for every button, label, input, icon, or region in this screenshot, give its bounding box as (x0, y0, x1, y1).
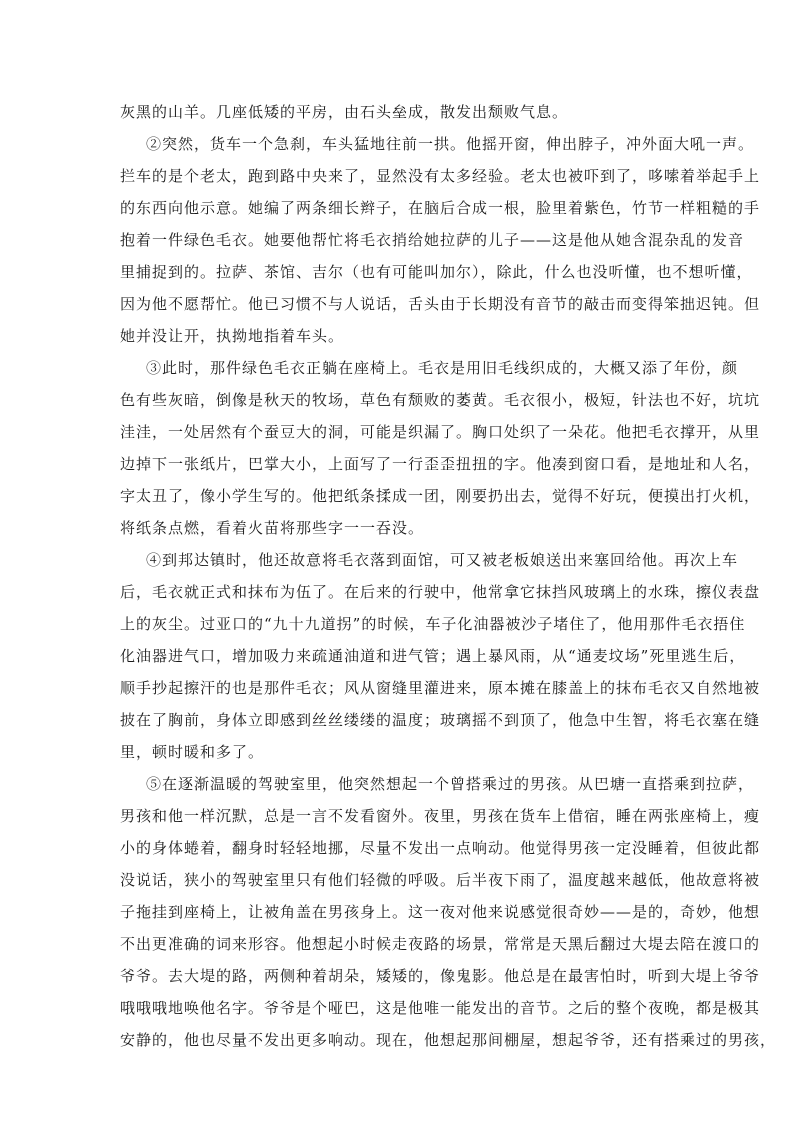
text-line: 色有些灰暗，倒像是秋天的牧场，草色有颓败的萎黄。毛衣很小，极短，针法也不好，坑坑 (120, 391, 761, 409)
text-line: 她并没让开，执拗地指着车头。 (120, 327, 345, 345)
text-line: 没说话，狭小的驾驶室里只有他们轻微的呼吸。后半夜下雨了，温度越来越低，他故意将被 (120, 871, 761, 889)
paragraph-p5 (120, 768, 777, 1056)
article-body (120, 96, 777, 1056)
text-line: 顺手抄起擦汗的也是那件毛衣；风从窗缝里灌进来，原本摊在膝盖上的抹布毛衣又自然地被 (120, 679, 761, 697)
paragraph-p4 (120, 544, 761, 768)
text-line: 上的灰尘。过亚口的“九十九道拐”的时候，车子化油器被沙子堵住了，他用那件毛衣捂住 (120, 615, 746, 633)
text-line: 里捕捉到的。拉萨、茶馆、吉尔（也有可能叫加尔），除此，什么也没听懂，也不想听懂， (120, 263, 753, 281)
text-line: 不出更准确的词来形容。他想起小时候走夜路的场景，常常是天黑后翻过大堤去陪在渡口的 (120, 935, 761, 953)
text-line: 后，毛衣就正式和抹布为伍了。在后来的行驶中，他常拿它抹挡风玻璃上的水珠，擦仪表盘 (120, 583, 761, 601)
text-line: 洼洼，一处居然有个蚕豆大的洞，可能是织漏了。胸口处织了一朵花。他把毛衣撑开，从里 (120, 423, 761, 441)
text-line: 边掉下一张纸片，巴掌大小，上面写了一行歪歪扭扭的字。他凑到窗口看，是地址和人名， (120, 455, 761, 473)
paragraph-p0 (120, 96, 676, 128)
text-line: 的东西向他示意。她编了两条细长辫子，在脑后合成一根，脸里着紫色，竹节一样粗糙的手 (120, 199, 761, 217)
text-line: 披在了胸前，身体立即感到丝丝缕缕的温度；玻璃摇不到顶了，他急中生智，将毛衣塞在缝 (120, 711, 761, 729)
paragraph-p2 (120, 128, 761, 352)
text-line: 灰黑的山羊。几座低矮的平房，由石头垒成，散发出颓败气息。 (120, 103, 569, 121)
text-line: 哦哦哦地唤他名字。爷爷是个哑巴，这是他唯一能发出的音节。之后的整个夜晚，都是极其 (120, 999, 761, 1017)
text-line: 男孩和他一样沉默，总是一言不发看窗外。夜里，男孩在货车上借宿，睡在两张座椅上，瘦 (120, 807, 761, 825)
paragraph-p3 (120, 352, 761, 544)
text-line: 小的身体蜷着，翻身时轻轻地挪，尽量不发出一点响动。他觉得男孩一定没睡着，但彼此都 (120, 839, 761, 857)
text-line: ④到邦达镇时，他还故意将毛衣落到面馆，可又被老板娘送出来塞回给他。再次上车 (146, 551, 739, 569)
text-line: 化油器进气口，增加吸力来疏通油道和进气管；遇上暴风雨，从“通麦坟场”死里逃生后， (120, 647, 746, 665)
text-line: 字太丑了，像小学生写的。他把纸条揉成一团，刚要扔出去，觉得不好玩，便摸出打火机， (120, 487, 761, 505)
text-line: 里，顿时暖和多了。 (120, 743, 265, 761)
text-line: 拦车的是个老太，跑到路中央来了，显然没有太多经验。老太也被吓到了，哆嗦着举起手上 (120, 167, 761, 185)
text-line: 子拖挂到座椅上，让被角盖在男孩身上。这一夜对他来说感觉很奇妙——是的，奇妙，他想 (120, 903, 761, 921)
text-line: ②突然，货车一个急刹，车头猛地往前一拱。他摇开窗，伸出脖子，冲外面大吼一声。 (146, 135, 755, 153)
text-line: ③此时，那件绿色毛衣正躺在座椅上。毛衣是用旧毛线织成的，大概又添了年份，颜 (146, 359, 739, 377)
text-line: 爷爷。去大堤的路，两侧种着胡朵，矮矮的，像鬼影。他总是在最害怕时，听到大堤上爷爷 (120, 967, 761, 985)
text-line: ⑤在逐渐温暖的驾驶室里，他突然想起一个曾搭乘过的男孩。从巴塘一直搭乘到拉萨， (146, 775, 755, 793)
text-line: 将纸条点燃，看着火苗将那些字一一吞没。 (120, 519, 425, 537)
text-line: 抱着一件绿色毛衣。她要他帮忙将毛衣捎给她拉萨的儿子——这是他从她含混杂乱的发音 (120, 231, 745, 249)
text-line: 因为他不愿帮忙。他已习惯不与人说话，舌头由于长期没有音节的敲击而变得笨拙迟钝。但 (120, 295, 761, 313)
text-line: 安静的，他也尽量不发出更多响动。现在，他想起那间棚屋，想起爷爷，还有搭乘过的男孩， (120, 1031, 777, 1049)
